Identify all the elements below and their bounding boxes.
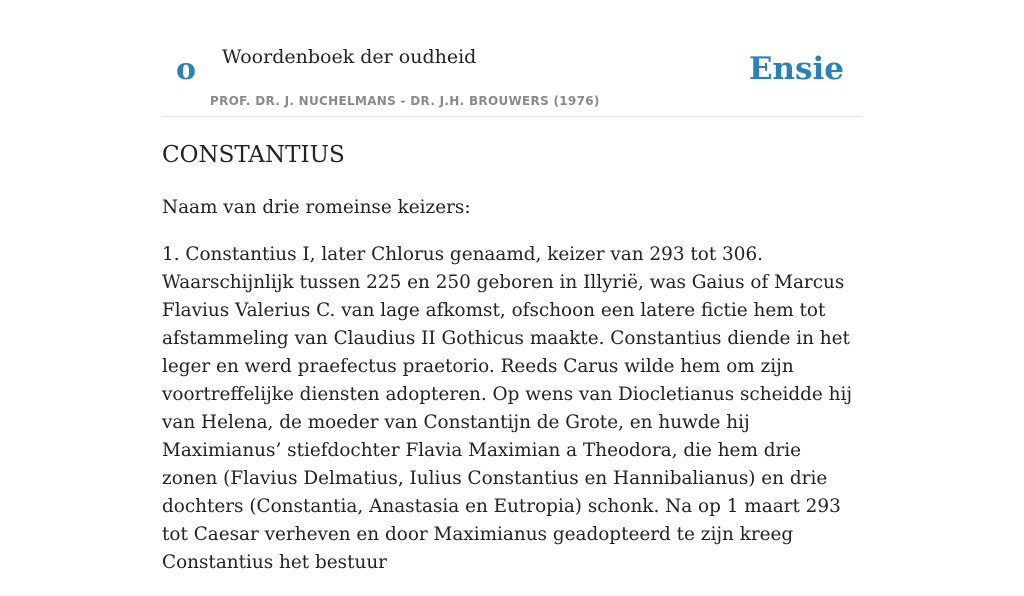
site-logo[interactable]: Ensie bbox=[748, 51, 844, 87]
entry-paragraph: 1. Constantius I, later Chlorus genaamd, keizer van 293 tot 306. Waarschijnlijk tussen 225 en 250 geboren in Illyrië, was Gaius of Marcus Flavius Valerius C. van lage afkomst, ofschoon een latere fictie hem tot afstammeling van Claudius II Gothicus maakte. Constantius diende in het leger en werd praefectus praetorio. Reeds Carus wilde hem om zijn voortreffelijke diensten adopteren. Op wens van Diocletianus scheidde hij van Helena, de moeder van Constantijn de Grote, en huwde hij Maximianus’ stiefdochter Flavia Maximian a Theodora, die hem drie zonen (Flavius Delmatius, Iulius Constantius en Hannibalianus) en drie dochters (Constantia, Anastasia en Eutropia) schonk. Na op 1 maart 293 tot Caesar verheven en door Maximianus geadopteerd te zijn kreeg Constantius het bestuur bbox=[162, 244, 853, 573]
page-header bbox=[162, 0, 862, 117]
entry-intro: Naam van drie romeinse keizers: bbox=[162, 197, 471, 218]
entry-title: CONSTANTIUS bbox=[162, 142, 345, 168]
book-badge[interactable]: o bbox=[176, 52, 197, 87]
book-title[interactable]: Woordenboek der oudheid bbox=[222, 46, 477, 68]
entry-content bbox=[162, 138, 862, 596]
book-authors: PROF. DR. J. NUCHELMANS - DR. J.H. BROUWERS (1976) bbox=[210, 94, 600, 108]
